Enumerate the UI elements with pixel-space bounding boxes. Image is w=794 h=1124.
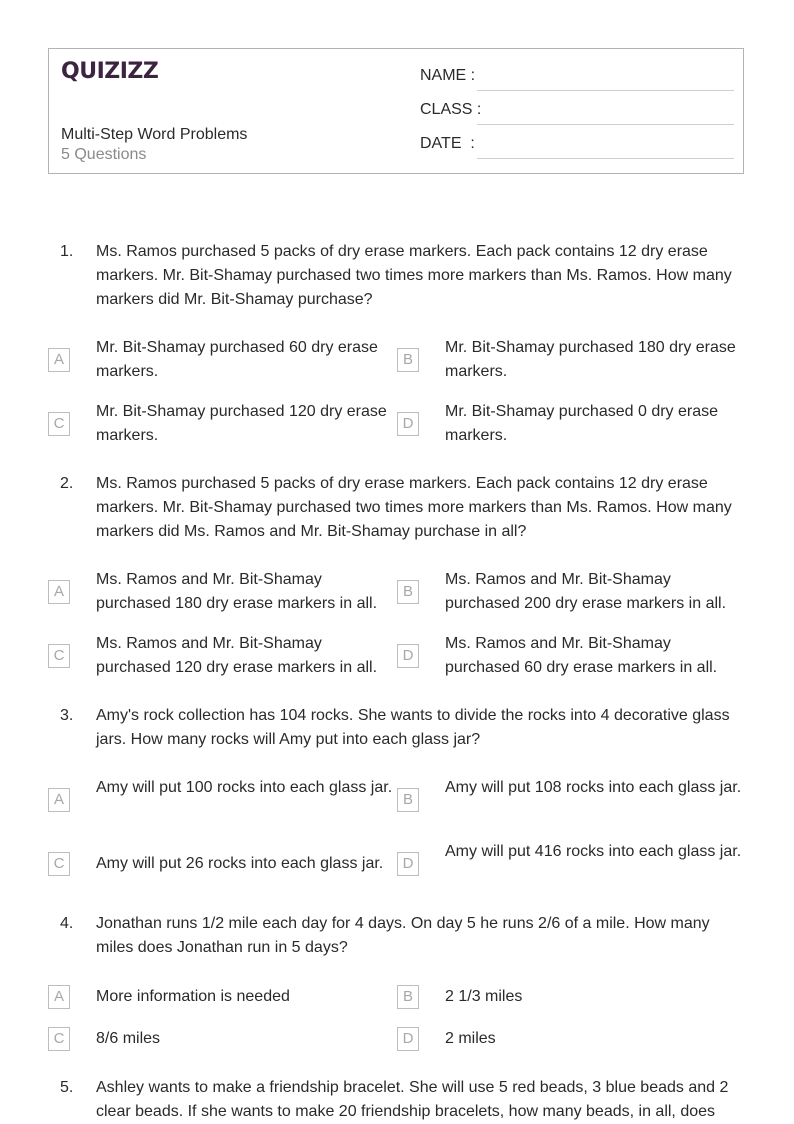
question-number: 2.: [60, 475, 74, 492]
question-text: Ashley wants to make a friendship bracelet. She will use 5 red beads, 3 blue beads and 2 clear beads. If she wants to make 20 friendship bracelets, how many beads, in all, does: [96, 1079, 729, 1120]
class-line[interactable]: [477, 124, 734, 125]
name-label: NAME :: [420, 67, 476, 84]
option-text: Mr. Bit-Shamay purchased 120 dry erase markers.: [96, 403, 387, 444]
question-number: 5.: [60, 1079, 74, 1096]
option-letter-box[interactable]: B: [397, 985, 419, 1009]
question-text: Jonathan runs 1/2 mile each day for 4 days. On day 5 he runs 2/6 of a mile. How many miles does Jonathan run in 5 days?: [96, 915, 710, 956]
option-letter-box[interactable]: D: [397, 1027, 419, 1051]
option-text: Ms. Ramos and Mr. Bit-Shamay purchased 200 dry erase markers in all.: [445, 571, 727, 612]
option-text: Mr. Bit-Shamay purchased 60 dry erase markers.: [96, 339, 378, 380]
worksheet-title: Multi-Step Word Problems: [61, 126, 248, 143]
option-letter-box[interactable]: B: [397, 580, 419, 604]
option-letter-box[interactable]: A: [48, 580, 70, 604]
option-text: Ms. Ramos and Mr. Bit-Shamay purchased 120 dry erase markers in all.: [96, 635, 378, 676]
option-letter-box[interactable]: B: [397, 788, 419, 812]
option-letter-box[interactable]: B: [397, 348, 419, 372]
option-letter-box[interactable]: D: [397, 852, 419, 876]
question-text: Ms. Ramos purchased 5 packs of dry erase markers. Each pack contains 12 dry erase markers. Mr. Bit-Shamay purchased two times more markers than Ms. Ramos. How many markers did Ms. Ramos and Mr. Bit-Shamay purchase in all?: [96, 475, 732, 540]
option-text: 2 miles: [445, 1030, 496, 1047]
date-field[interactable]: [420, 135, 734, 159]
option-text: Amy will put 100 rocks into each glass jar.: [96, 779, 393, 796]
question-number: 4.: [60, 915, 74, 932]
option-letter-box[interactable]: C: [48, 412, 70, 436]
option-text: More information is needed: [96, 988, 290, 1005]
question-count: 5 Questions: [61, 146, 147, 163]
option-letter-box[interactable]: C: [48, 644, 70, 668]
option-text: Ms. Ramos and Mr. Bit-Shamay purchased 60 dry erase markers in all.: [445, 635, 718, 676]
question-text: Ms. Ramos purchased 5 packs of dry erase markers. Each pack contains 12 dry erase markers. Mr. Bit-Shamay purchased two times more markers than Ms. Ramos. How many markers did Mr. Bit-Shamay purchase?: [96, 243, 732, 308]
option-letter-box[interactable]: C: [48, 1027, 70, 1051]
question-number: 3.: [60, 707, 74, 724]
date-label: DATE :: [420, 135, 475, 152]
option-letter-box[interactable]: C: [48, 852, 70, 876]
question-number: 1.: [60, 243, 74, 260]
name-line[interactable]: [477, 90, 734, 91]
class-field[interactable]: [420, 101, 734, 125]
option-text: Amy will put 108 rocks into each glass jar.: [445, 779, 742, 796]
name-field[interactable]: [420, 67, 734, 91]
quizizz-logo: QUIZIZZ: [61, 59, 159, 84]
option-text: 8/6 miles: [96, 1030, 161, 1047]
option-letter-box[interactable]: D: [397, 412, 419, 436]
option-text: Mr. Bit-Shamay purchased 180 dry erase markers.: [445, 339, 736, 380]
option-text: 2 1/3 miles: [445, 988, 523, 1005]
class-label: CLASS :: [420, 101, 482, 118]
option-letter-box[interactable]: A: [48, 348, 70, 372]
option-text: Ms. Ramos and Mr. Bit-Shamay purchased 180 dry erase markers in all.: [96, 571, 378, 612]
question-text: Amy's rock collection has 104 rocks. She wants to divide the rocks into 4 decorative glass jars. How many rocks will Amy put into each glass jar?: [96, 707, 730, 748]
option-text: Amy will put 416 rocks into each glass jar.: [445, 843, 742, 860]
option-letter-box[interactable]: A: [48, 788, 70, 812]
option-letter-box[interactable]: D: [397, 644, 419, 668]
option-text: Amy will put 26 rocks into each glass jar.: [96, 855, 384, 872]
option-letter-box[interactable]: A: [48, 985, 70, 1009]
date-line[interactable]: [477, 158, 734, 159]
option-text: Mr. Bit-Shamay purchased 0 dry erase markers.: [445, 403, 719, 444]
worksheet-header: [48, 48, 744, 174]
